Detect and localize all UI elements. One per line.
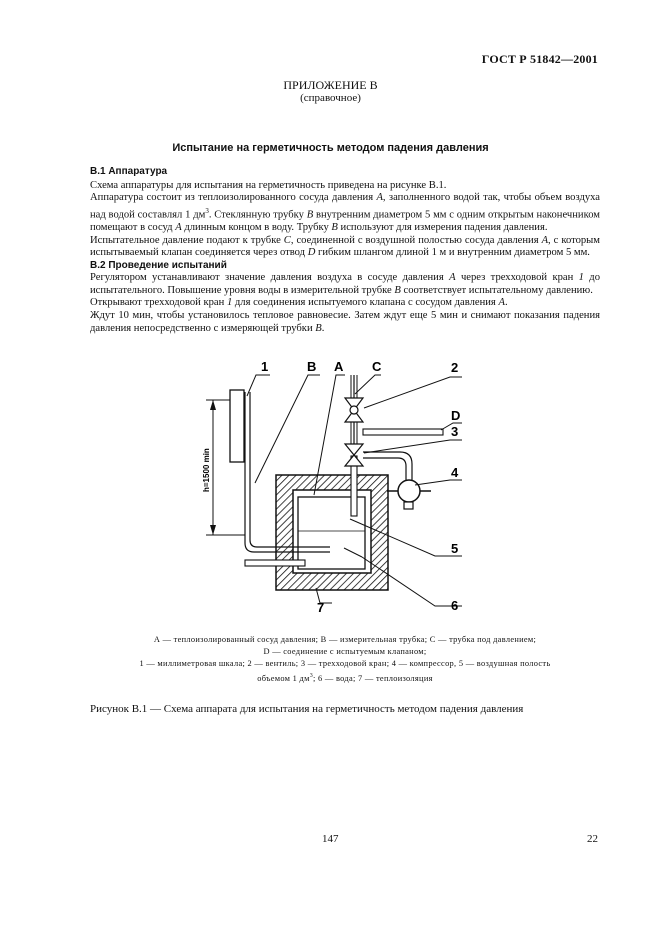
label-7: 7 [317, 600, 325, 615]
legend-line-3: 1 — миллиметровая шкала; 2 — вентиль; 3 — трехходовой кран; 4 — компрессор, 5 — воздушная полость [139, 659, 551, 668]
leader-2 [364, 377, 462, 408]
appendix-title: ПРИЛОЖЕНИЕ В [283, 78, 378, 92]
label-5: 5 [451, 541, 459, 556]
b2-heading: В.2 Проведение испытаний [90, 259, 227, 271]
leader-5 [350, 519, 462, 556]
label-1: 1 [261, 359, 269, 374]
figure-caption: Рисунок В.1 — Схема аппарата для испытания на герметичность методом падения давления [90, 703, 524, 715]
t: А [175, 221, 182, 233]
label-6: 6 [451, 598, 459, 613]
dimension-label: h=1500 min [202, 448, 211, 492]
figure-legend [90, 634, 600, 685]
t: А [498, 297, 505, 309]
t: , соединенной с воздушной полостью сосуда давления [290, 234, 542, 246]
t: В [394, 284, 401, 296]
label-4: 4 [451, 465, 459, 480]
label-3: 3 [451, 424, 459, 439]
page-number-secondary: 22 [587, 833, 598, 845]
t: В [306, 209, 314, 221]
t: Испытательное давление подают к трубке [90, 234, 284, 246]
t: D [307, 247, 316, 259]
t: ; 6 — вода; 7 — теплоизоляция [313, 673, 433, 683]
t: В [331, 221, 338, 233]
b1-p1-text: Схема аппаратуры для испытания на герметичность приведена на рисунке В.1. [90, 179, 447, 191]
t: В [315, 322, 322, 334]
b1-heading: В.1 Аппаратура [90, 166, 168, 177]
appendix-note: (справочное) [300, 92, 361, 104]
t: внутренним диаметром 5 мм с одним открытым наконечником помещают в сосуд [90, 209, 600, 233]
label-c: C [372, 359, 382, 374]
t: Аппаратура состоит из теплоизолированного сосуда давления [90, 192, 377, 204]
t: А [449, 272, 456, 284]
leader-4 [415, 480, 462, 485]
label-2: 2 [451, 360, 459, 375]
t: до испытательного. Повышение уровня воды в измерительной трубке [90, 272, 600, 296]
leader-c [355, 375, 381, 394]
t: длинным концом в воду. Трубку [181, 221, 332, 233]
millimeter-scale [230, 390, 244, 462]
label-a: A [334, 359, 344, 374]
t: Ждут 10 мин, чтобы установилось тепловое равновесие. Затем ждут еще 5 мин и снимают показания падения давления непосредственно с измеряющей трубки [90, 310, 600, 334]
three-way-cock-3 [345, 444, 363, 455]
t: 1 [578, 272, 584, 284]
document-code: ГОСТ Р 51842—2001 [481, 52, 598, 66]
leader-3 [364, 440, 462, 453]
t: соответствует испытательному давлению. [400, 284, 593, 296]
t: , заполненного водой так, чтобы объем воздуха над водой составлял 1 дм [90, 192, 601, 221]
t: объемом 1 дм [257, 673, 310, 683]
legend-line-1: А — теплоизолированный сосуд давления; В — измерительная трубка; С — трубка под давлением; [153, 635, 537, 644]
t: А [376, 192, 383, 204]
legend-line-2: D — соединение с испытуемым клапаном; [263, 647, 427, 656]
page-number: 147 [322, 833, 339, 845]
compressor-4 [398, 480, 420, 502]
t: , с которым испытываемый клапан соединяется через отвод [90, 234, 601, 259]
t: 1 [226, 297, 233, 309]
label-d: D [451, 408, 461, 423]
t: используют для измерения падения давления. [337, 221, 548, 233]
label-b: B [307, 359, 317, 374]
t: Регулятором устанавливают значение давления воздуха в сосуде давления [90, 272, 450, 284]
t: через трехходовой кран [455, 272, 579, 284]
leader-b [255, 375, 320, 483]
t: . [504, 297, 508, 309]
t: . Стеклянную трубку [208, 209, 307, 221]
t: гибким шлангом длиной 1 м и внутренним диаметром 5 мм. [315, 247, 590, 259]
t: для соединения испытуемого клапана с сосудом давления [232, 297, 499, 309]
t: 3 [205, 206, 209, 215]
t: 3 [309, 673, 313, 679]
t: А [541, 234, 549, 246]
section-title: Испытание на герметичность методом падения давления [172, 142, 489, 154]
t: Открывают трехходовой кран [90, 297, 227, 309]
legend-line-4 [90, 670, 600, 685]
connection-d [363, 429, 443, 435]
t: С [283, 234, 291, 246]
t: . [321, 322, 325, 334]
